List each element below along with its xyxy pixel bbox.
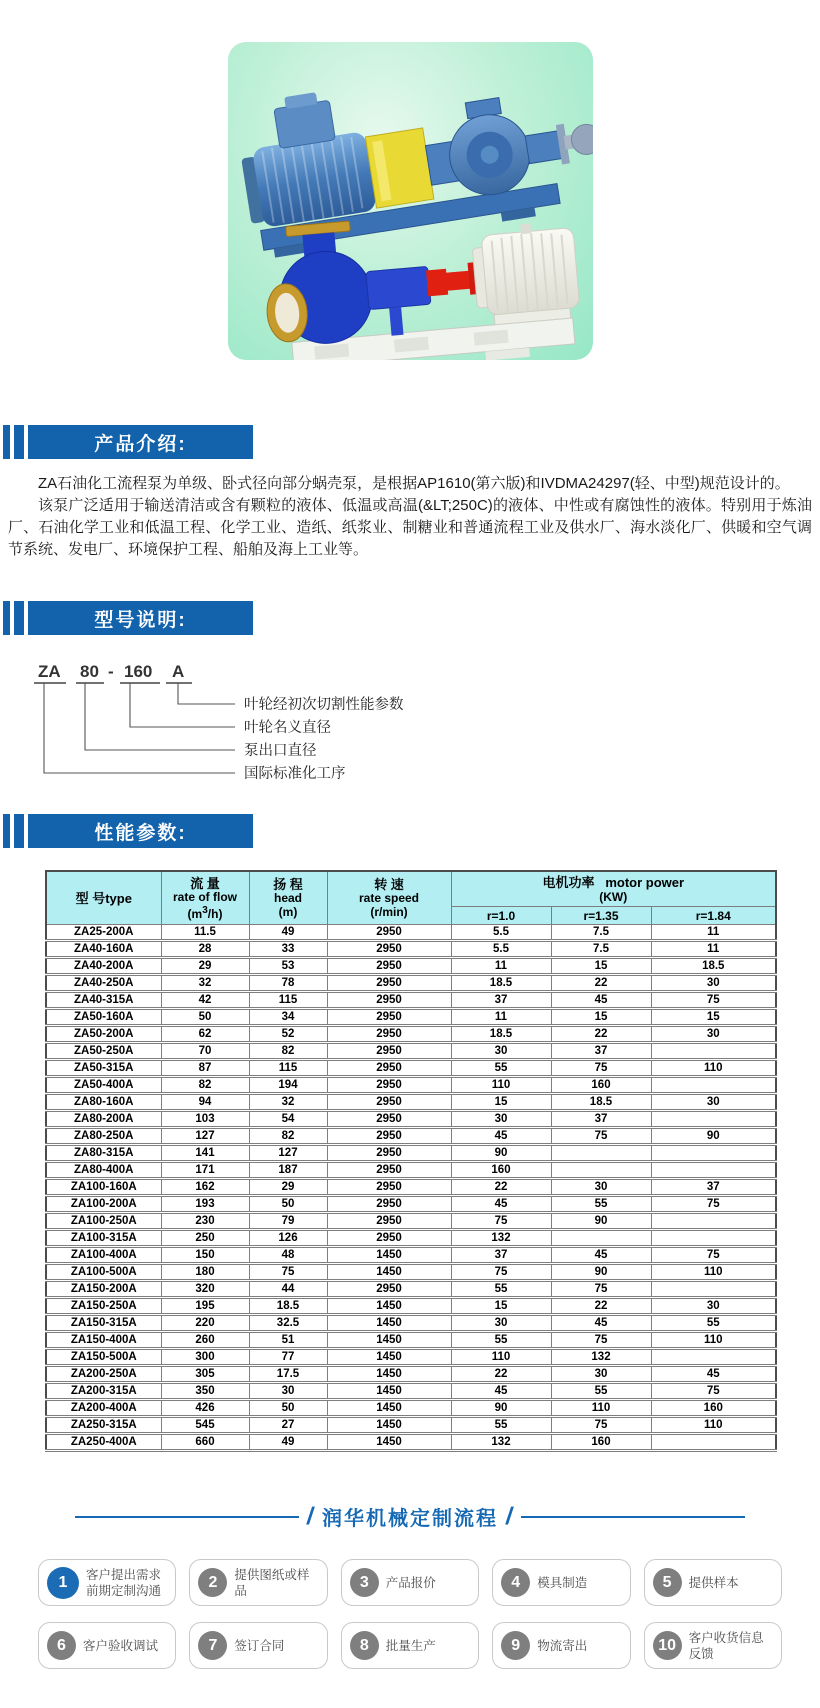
table-row: ZA100-315A 250 126 2950 132	[46, 1230, 776, 1247]
accent-bar-icon	[14, 601, 24, 635]
step-number-circle: 6	[47, 1631, 76, 1660]
process-step-9	[492, 1622, 630, 1669]
hero-section	[0, 0, 820, 360]
step-label: 提供样本	[688, 1575, 739, 1590]
process-title-row	[0, 1502, 820, 1531]
step-number-circle: 1	[47, 1567, 79, 1599]
step-number-circle: 2	[198, 1568, 227, 1597]
table-row: ZA80-315A 141 127 2950 90	[46, 1145, 776, 1162]
table-row: ZA150-400A 260 51 1450 55 75 110	[46, 1332, 776, 1349]
table-row: ZA40-160A 28 33 2950 5.5 7.5 11	[46, 941, 776, 958]
col-header-motor-power: 电机功率 motor power (KW)	[451, 871, 776, 907]
table-row: ZA100-160A 162 29 2950 22 30 37	[46, 1179, 776, 1196]
table-row: ZA100-250A 230 79 2950 75 90	[46, 1213, 776, 1230]
process-step-8	[341, 1622, 479, 1669]
step-number-circle: 9	[501, 1631, 530, 1660]
step-label: 产品报价	[385, 1575, 436, 1590]
table-row: ZA100-200A 193 50 2950 45 55 75	[46, 1196, 776, 1213]
table-row: ZA25-200A 11.5 49 2950 5.5 7.5 11	[46, 925, 776, 941]
table-row: ZA80-200A 103 54 2950 30 37	[46, 1111, 776, 1128]
model-label-outlet: 泵出口直径	[244, 743, 317, 759]
performance-table-body	[46, 925, 776, 1451]
model-code-suffix: A	[172, 662, 185, 681]
product-photo-panel	[228, 42, 593, 360]
table-row: ZA80-250A 127 82 2950 45 75 90	[46, 1128, 776, 1145]
process-step-3	[341, 1559, 479, 1606]
section-header-intro	[0, 425, 820, 459]
step-label: 签订合同	[234, 1638, 285, 1653]
col-header-r1: r=1.0	[451, 907, 551, 925]
table-row: ZA150-200A 320 44 2950 55 75	[46, 1281, 776, 1298]
process-step-1	[38, 1559, 176, 1606]
section-title-intro: 产品介绍:	[28, 425, 253, 459]
table-row: ZA50-250A 70 82 2950 30 37	[46, 1043, 776, 1060]
table-row: ZA100-500A 180 75 1450 75 90 110	[46, 1264, 776, 1281]
accent-bar-icon	[3, 601, 10, 635]
table-row: ZA40-250A 32 78 2950 18.5 22 30	[46, 975, 776, 992]
accent-bar-icon	[3, 814, 10, 848]
model-code-dash: -	[108, 662, 114, 681]
table-row: ZA50-315A 87 115 2950 55 75 110	[46, 1060, 776, 1077]
pump-photos-illustration	[228, 42, 593, 360]
table-row: ZA100-400A 150 48 1450 37 45 75	[46, 1247, 776, 1264]
process-title: 润华机械定制流程	[322, 1508, 498, 1530]
slash-icon: /	[305, 1502, 316, 1530]
step-number-circle: 5	[653, 1568, 682, 1597]
table-row: ZA200-250A 305 17.5 1450 22 30 45	[46, 1366, 776, 1383]
process-step-2	[189, 1559, 327, 1606]
section-header-params	[0, 814, 820, 848]
step-number-circle: 7	[198, 1631, 227, 1660]
table-row: ZA80-400A 171 187 2950 160	[46, 1162, 776, 1179]
slash-icon: /	[504, 1502, 515, 1530]
table-row: ZA50-200A 62 52 2950 18.5 22 30	[46, 1026, 776, 1043]
step-label: 客户收货信息反馈	[688, 1630, 764, 1661]
table-row: ZA150-315A 220 32.5 1450 30 45 55	[46, 1315, 776, 1332]
model-label-diameter: 叶轮名义直径	[244, 720, 331, 736]
model-label-standard: 国际标准化工序	[244, 766, 346, 782]
step-label: 批量生产	[385, 1638, 436, 1653]
model-code-diagram	[30, 659, 820, 790]
process-step-4	[492, 1559, 630, 1606]
table-row: ZA150-500A 300 77 1450 110 132	[46, 1349, 776, 1366]
performance-table	[45, 870, 777, 1452]
table-row: ZA150-250A 195 18.5 1450 15 22 30	[46, 1298, 776, 1315]
process-step-6	[38, 1622, 176, 1669]
step-label: 客户提出需求前期定制沟通	[86, 1567, 162, 1598]
table-row: ZA80-160A 94 32 2950 15 18.5 30	[46, 1094, 776, 1111]
step-number-circle: 4	[501, 1568, 530, 1597]
model-label-cut: 叶轮经初次切割性能参数	[244, 697, 404, 713]
model-code-prefix: ZA	[38, 662, 61, 681]
step-number-circle: 10	[653, 1631, 682, 1660]
table-row: ZA50-160A 50 34 2950 11 15 15	[46, 1009, 776, 1026]
intro-text-block	[8, 473, 812, 561]
accent-bar-icon	[14, 425, 24, 459]
table-row: ZA250-315A 545 27 1450 55 75 110	[46, 1417, 776, 1434]
col-header-head: 扬 程 head (m)	[249, 871, 327, 925]
section-title-model: 型号说明:	[28, 601, 253, 635]
divider-line	[521, 1516, 745, 1518]
model-code-outlet: 80	[80, 662, 99, 681]
table-row: ZA200-315A 350 30 1450 45 55 75	[46, 1383, 776, 1400]
intro-paragraph-1: ZA石油化工流程泵为单级、卧式径向部分蜗壳泵，是根据AP1610(第六版)和IVDMA24297(轻、中型)规范设计的。	[38, 475, 790, 492]
table-row: ZA40-200A 29 53 2950 11 15 18.5	[46, 958, 776, 975]
step-label: 提供图纸或样品	[234, 1567, 310, 1598]
step-label: 物流寄出	[537, 1638, 588, 1653]
model-code-diameter: 160	[124, 662, 153, 681]
process-step-10	[644, 1622, 782, 1669]
intro-paragraph-2: 该泵广泛适用于输送清洁或含有颗粒的液体、低温或高温(&LT;250C)的液体、中性或有腐蚀性的液体。特别用于炼油厂、石油化学工业和低温工程、化学工业、造纸、纸浆业、制糖业和普通流程工业及供水厂、海水淡化厂、供暖和空气调节系统、发电厂、环境保护工程、船舶及海上工业等。	[8, 497, 812, 558]
performance-table-wrap	[45, 870, 775, 1452]
col-header-r184: r=1.84	[651, 907, 776, 925]
table-row: ZA250-400A 660 49 1450 132 160	[46, 1434, 776, 1451]
accent-bar-icon	[14, 814, 24, 848]
col-header-type: 型 号type	[46, 871, 161, 925]
step-number-circle: 3	[350, 1568, 379, 1597]
table-row: ZA50-400A 82 194 2950 110 160	[46, 1077, 776, 1094]
col-header-r135: r=1.35	[551, 907, 651, 925]
table-row: ZA200-400A 426 50 1450 90 110 160	[46, 1400, 776, 1417]
section-header-model	[0, 601, 820, 635]
process-step-5	[644, 1559, 782, 1606]
section-title-params: 性能参数:	[28, 814, 253, 848]
process-steps-grid	[38, 1559, 782, 1669]
col-header-flow: 流 量 rate of flow $(m^3/h)$	[161, 871, 249, 925]
step-label: 客户验收调试	[83, 1638, 159, 1653]
step-label: 模具制造	[537, 1575, 588, 1590]
step-number-circle: 8	[350, 1631, 379, 1660]
table-row: ZA40-315A 42 115 2950 37 45 75	[46, 992, 776, 1009]
divider-line	[75, 1516, 299, 1518]
accent-bar-icon	[3, 425, 10, 459]
process-step-7	[189, 1622, 327, 1669]
col-header-speed: 转 速 rate speed (r/min)	[327, 871, 451, 925]
